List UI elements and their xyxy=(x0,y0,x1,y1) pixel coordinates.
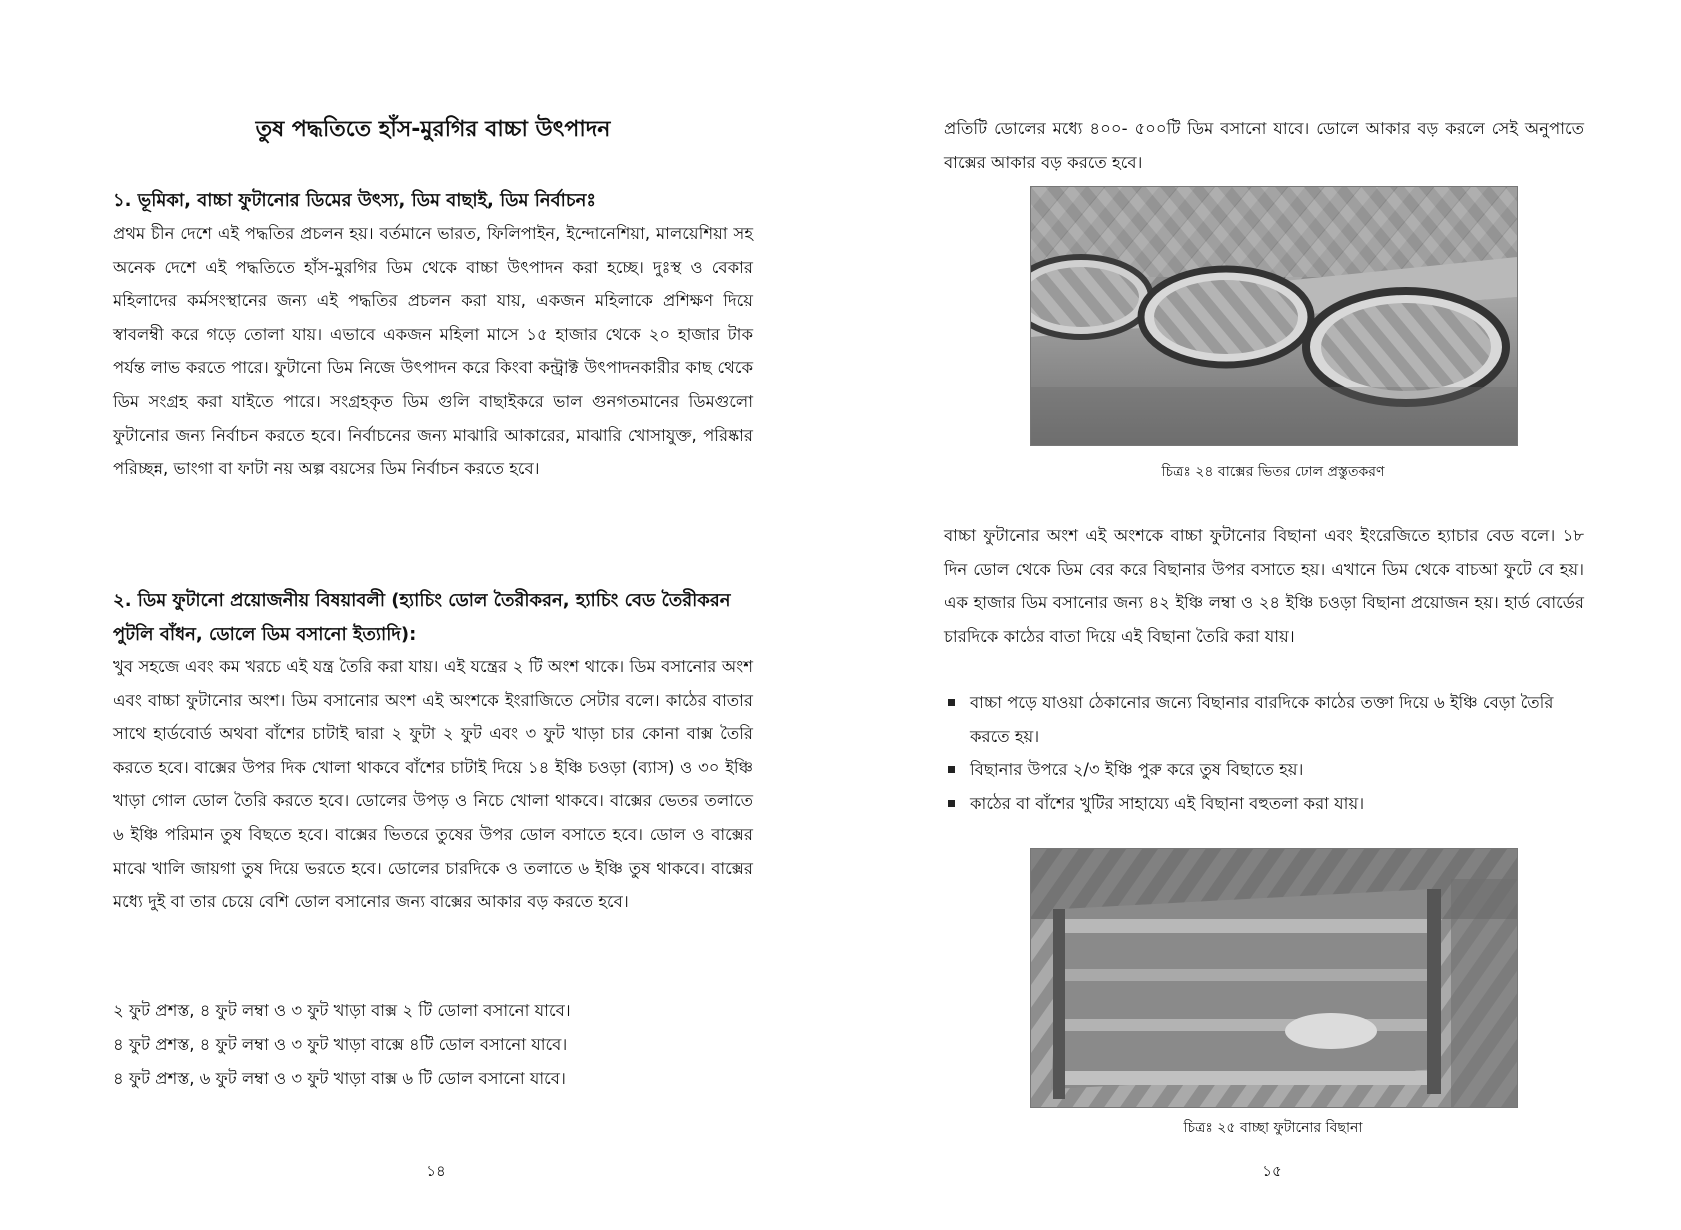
figure-25-photo xyxy=(1030,848,1518,1108)
page-number-left: ১৪ xyxy=(426,1162,446,1180)
box-size-line-2: ৪ ফুট প্রশস্ত, ৪ ফুট লম্বা ও ৩ ফুট খাড়া বাক্সে ৪টি ডোল বসানো যাবে। xyxy=(113,1035,568,1054)
box-size-line-3: ৪ ফুট প্রশস্ত, ৬ ফুট লম্বা ও ৩ ফুট খাড়া বাক্স ৬ টি ডোল বসানো যাবে। xyxy=(113,1069,566,1088)
intro-paragraph: প্রতিটি ডোলের মধ্যে ৪০০- ৫০০টি ডিম বসানো যাবে। ডোলে আকার বড় করলে সেই অনুপাতে বাক্সের আকার বড় করতে হবে। xyxy=(944,119,1584,172)
section-1-heading: ১. ভূমিকা, বাচ্চা ফুটানোর ডিমের উৎস্য, ডিম বাছাই, ডিম নির্বাচনঃ xyxy=(113,190,596,211)
box-size-line-1: ২ ফুট প্রশস্ত, ৪ ফুট লম্বা ও ৩ ফুট খাড়া বাক্স ২ টি ডোলা বসানো যাবে। xyxy=(113,1001,571,1020)
list-item: বাচ্চা পড়ে যাওয়া ঠেকানোর জন্যে বিছানার বারদিকে কাঠের তক্তা দিয়ে ৬ ইঞ্চি বেড়া তৈরি করতে হয়। xyxy=(944,686,1584,753)
hatching-dol-photo-illustration xyxy=(1031,187,1517,445)
section-2-body: খুব সহজে এবং কম খরচে এই যন্ত্র তৈরি করা যায়। এই যন্ত্রের ২ টি অংশ থাকে। ডিম বসানোর অংশ এবং বাচ্চা ফুটানোর অংশ। ডিম বসানোর অংশ এই অংশকে ইংরাজিতে সেটার বলে। কাঠের বাতার সাথে হার্ডবোর্ড অথবা বাঁশের চাটাই দ্বারা ২ ফুটা ২ ফুট এবং ৩ ফুট খাড়া চার কোনা বাক্স তৈরি করতে হবে। বাক্সের উপর দিক খোলা থাকবে বাঁশের চাটাই দিয়ে ১৪ ইঞ্চি চওড়া (ব্যাস) ও ৩০ ইঞ্চি খাড়া গোল ডোল তৈরি করতে হবে। ডোলের উপড় ও নিচে খোলা থাকবে। বাক্সের ভেতর তলাতে ৬ ইঞ্চি পরিমান তুষ বিছতে হবে। বাক্সের ভিতরে তুষের উপর ডোল বসাতে হবে। ডোল ও বাক্সের মাঝে খালি জায়গা তুষ দিয়ে ভরতে হবে। ডোলের চারদিকে ও তলাতে ৬ ইঞ্চি তুষ থাকবে। বাক্সের মধ্যে দুই বা তার চেয়ে বেশি ডোল বসানোর জন্য বাক্সের আকার বড় করতে হবে। xyxy=(113,657,753,912)
figure-24-caption: চিত্রঃ ২৪ বাক্সের ভিতর ঢোল প্রস্তুতকরণ xyxy=(1161,464,1385,480)
section-1-body: প্রথম চীন দেশে এই পদ্ধতির প্রচলন হয়। বর্তমানে ভারত, ফিলিপাইন, ইন্দোনেশিয়া, মালয়েশিয়া সহ অনেক দেশে এই পদ্ধতিতে হাঁস-মুরগির ডিম থেকে বাচ্চা উৎপাদন করা হচ্ছে। দুঃস্থ ও বেকার মহিলাদের কর্মসংস্থানের জন্য এই পদ্ধতির প্রচলন করা যায়, একজন মহিলাকে প্রশিক্ষণ দিয়ে স্বাবলম্বী করে গড়ে তোলা যায়। এভাবে একজন মহিলা মাসে ১৫ হাজার থেকে ২০ হাজার টাক পর্যন্ত লাভ করতে পারে। ফুটানো ডিম নিজে উৎপাদন করে কিংবা কন্ট্রাক্ট উৎপাদনকারীর কাছ থেকে ডিম সংগ্রহ করা যাইতে পারে। সংগ্রহকৃত ডিম গুলি বাছাইকরে ভাল গুনগতমানের ডিমগুলো ফুটানোর জন্য নির্বাচন করতে হবে। নির্বাচনের জন্য মাঝারি আকারের, মাঝারি খোসাযুক্ত, পরিষ্কার পরিচ্ছন্ন, ভাংগা বা ফাটা নয় অল্প বয়সের ডিম নির্বাচন করতে হবে। xyxy=(113,224,753,479)
figure-24-photo xyxy=(1030,186,1518,446)
page-number-right: ১৫ xyxy=(1262,1162,1282,1180)
section-2-heading: ২. ডিম ফুটানো প্রয়োজনীয় বিষয়াবলী (হ্যাচিং ডোল তৈরীকরন, হ্যাচিং বেড তৈরীকরন পুটলি বাঁধন, ডোলে ডিম বসানো ইত্যাদি): xyxy=(113,590,731,645)
hatcher-bed-photo-illustration xyxy=(1031,849,1517,1107)
right-page xyxy=(840,0,1681,1230)
list-item: বিছানার উপরে ২/৩ ইঞ্চি পুরু করে তুষ বিছাতে হয়। xyxy=(944,753,1584,787)
bed-instruction-list xyxy=(944,686,1584,820)
page-title: তুষ পদ্ধতিতে হাঁস-মুরগির বাচ্চা উৎপাদন xyxy=(255,117,611,142)
hatcher-bed-paragraph: বাচ্চা ফুটানোর অংশ এই অংশকে বাচ্চা ফুটানোর বিছানা এবং ইংরেজিতে হ্যাচার বেড বলে। ১৮ দিন ডোল থেকে ডিম বের করে বিছানার উপর বসাতে হয়। এখানে ডিম থেকে বাচআ ফুটে বে হয়। এক হাজার ডিম বসানোর জন্য ৪২ ইঞ্চি লম্বা ও ২৪ ইঞ্চি চওড়া বিছানা প্রয়োজন হয়। হার্ড বোর্ডের চারদিকে কাঠের বাতা দিয়ে এই বিছানা তৈরি করা যায়। xyxy=(944,526,1584,646)
left-page xyxy=(0,0,840,1230)
list-item: কাঠের বা বাঁশের খুটির সাহায্যে এই বিছানা বহুতলা করা যায়। xyxy=(944,787,1584,821)
figure-25-caption: চিত্রঃ ২৫ বাচ্ছা ফুটানোর বিছানা xyxy=(1183,1120,1363,1136)
